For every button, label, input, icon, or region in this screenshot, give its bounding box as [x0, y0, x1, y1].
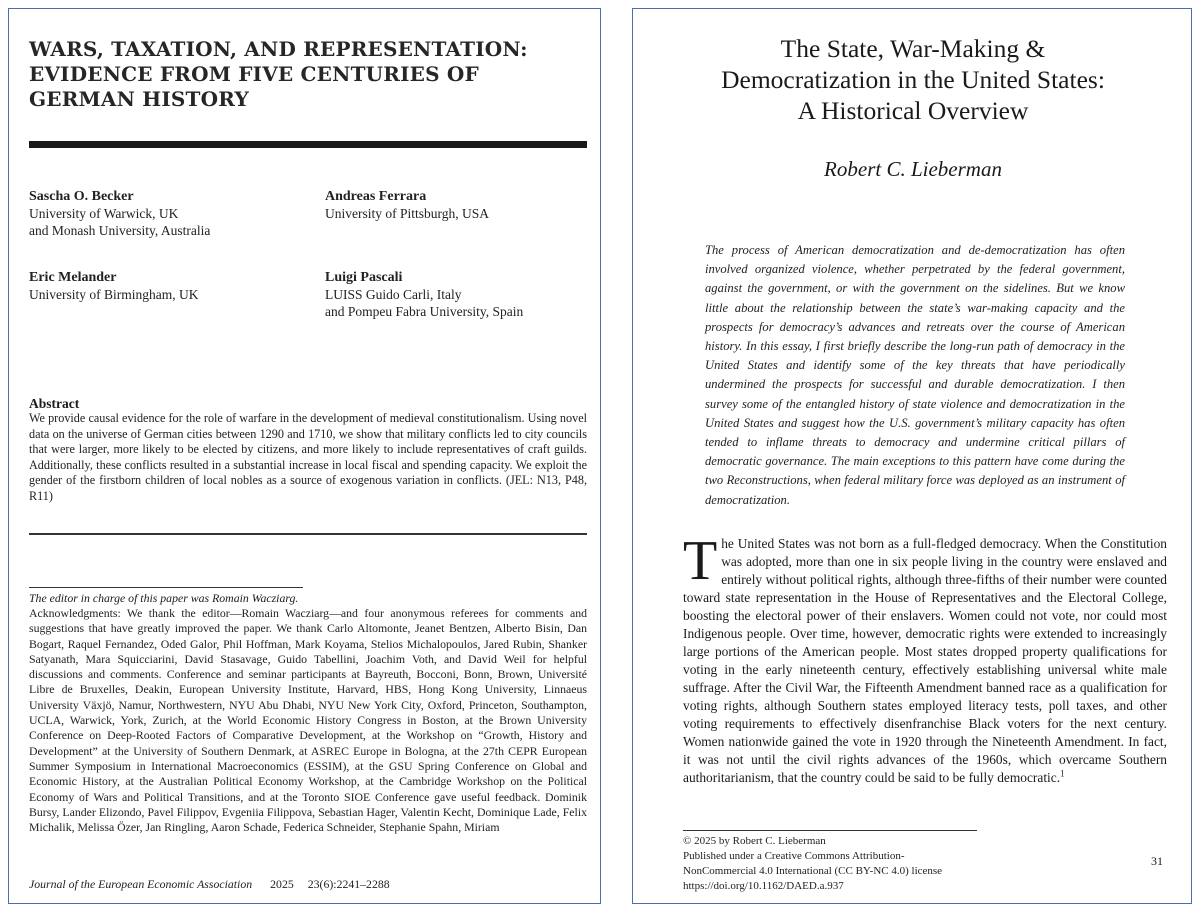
title-line: WARS, TAXATION, AND REPRESENTATION:	[29, 37, 528, 61]
author-name: Eric Melander	[29, 270, 117, 285]
author-affiliation: and Monash University, Australia	[29, 223, 211, 238]
paper2-title	[633, 33, 1192, 126]
title-line: A Historical Overview	[797, 96, 1029, 125]
title-line: The State, War-Making &	[780, 34, 1046, 63]
author-affiliation: University of Warwick, UK	[29, 206, 179, 221]
title-line: Democratization in the United States:	[721, 65, 1105, 94]
abstract-text: We provide causal evidence for the role of warfare in the development of medieval constitutionalism. Using novel data on the universe of German cities between 1290 and 1710, we show that military conflicts led to city councils that were larger, more likely to be elected by citizens, and more likely to include representatives of craft guilds. Additionally, these conflicts resulted in a substantial increase in local fiscal and spending capacity. We exploit the gender of the firstborn children of local nobles as a source of exogenous variation in conflicts. (JEL: N13, P48, R11)	[29, 411, 587, 503]
author-affiliation: University of Birmingham, UK	[29, 287, 199, 302]
author-name: Luigi Pascali	[325, 270, 403, 285]
journal-volume: 23(6):2241–2288	[307, 877, 390, 891]
author-affiliation: LUISS Guido Carli, Italy	[325, 287, 462, 302]
copyright: © 2025 by Robert C. Lieberman	[683, 835, 826, 847]
author-name: Sascha O. Becker	[29, 189, 134, 204]
paper2-abstract: The process of American democratization and de-democratization has often involved organized violence, whether perpetrated by the federal government, against the government, or with the government on the sidelines. But we know little about the relationship between the state’s war-making capacity and the prospects for democracy’s advances and retreats over the course of American history. In this essay, I first briefly describe the long-run path of democracy in the United States and identify some of the key threats that have periodically undermined the prospects for successful and durable democratization. I then survey some of the entangled history of state violence and democratization in the United States and suggest how the U.S. government’s military capacity has often tended to inflame threats to democracy and undermine critical pillars of democratic governance. The main exceptions to this pattern have come during the two Reconstructions, when federal military force was deployed as an instrument of democratization.	[705, 243, 1125, 507]
author-affiliation: and Pompeu Fabra University, Spain	[325, 304, 524, 319]
page-number: 31	[1151, 854, 1163, 868]
paper1-title	[29, 37, 589, 112]
doi-link[interactable]: https://doi.org/10.1162/DAED.a.937	[683, 880, 844, 892]
paper-page-right	[632, 8, 1192, 904]
body-paragraph	[683, 530, 1167, 787]
title-line: GERMAN HISTORY	[29, 87, 249, 111]
abstract-heading: Abstract	[29, 396, 80, 411]
drop-cap: T	[683, 530, 718, 592]
author-name: Andreas Ferrara	[325, 189, 427, 204]
body-text: he United States was not born as a full-fledged democracy. When the Constitution was adopted, more than one in six people living in the country were enslaved and entirely without political rights, although three-fifths of their number were counted toward state representation in the House of Representatives and the Electoral College, boosting the electoral power of their enslavers. Women could not vote, nor could most Indigenous people. Over time, however, democratic rights were extended to increasingly large portions of the American people. Most states dropped property qualifications for voting in the early nineteenth century, effectively establishing universal white male suffrage. After the Civil War, the Fifteenth Amendment banned race as a qualification for voting rights, although Southern states employed literacy tests, poll taxes, and other voting requirements to effectively disenfranchise Black voters for the next century. Women nationwide gained the vote in 1920 through the Nineteenth Amendment. In fact, it was not until the civil rights advances of the 1960s, which overcame Southern authoritarianism, that the country could be said to be fully democratic.	[683, 536, 1167, 785]
author-block	[325, 269, 523, 320]
author-affiliation: University of Pittsburgh, USA	[325, 206, 490, 221]
acknowledgments: Acknowledgments: We thank the editor—Romain Wacziarg—and four anonymous referees for comments and suggestions that have greatly improved the paper. We thank Carlo Altomonte, Jeanet Bentzen, Alberto Bisin, Dan Bogart, Raquel Fernandez, Oded Galor, Phil Hoffman, Mark Koyama, Stelios Michalopoulos, Jared Rubin, Shanker Satyanath, Mara Squicciarini, David Stasavage, Guido Tabellini, Joachim Voth, and David Weil for helpful discussions and comments. Conference and seminar participants at Bayreuth, Bocconi, Bonn, Brown, Université Libre de Bruxelles, Deakin, European University Institute, Harvard, HBS, Hong Kong University, Linnaeus University Växjö, Namur, Northwestern, NYU Abu Dhabi, NYU New York City, Oxford, Princeton, Southampton, UCLA, Warwick, York, Zurich, at the World Economic History Congress in Boston, at the Brown University Conference on Deep-Rooted Factors of Comparative Development, at the Workshop on “Growth, History and Development” at the University of Southern Denmark, at ASREC Europe in Bologna, at the 27th CEPR European Summer Symposium in International Macroeconomics (ESSIM), at the GSU Spring Conference on Global and Economic History, at the Australian Political Economy Workshop, at the Cambridge Workshop on the Political Economy of Wars and Political Transitions, and at the Toronto SIOE Conference gave useful feedback. Dominik Bursy, Lander Elizondo, Pavel Filippov, Evgeniia Filippova, Sebastian Hager, Valentin Kecht, Dominique Lade, Felix Michalik, Melissa Özer, Jan Ringling, Aaron Schade, Federica Schneider, Stephanie Spahn, Miriam	[29, 606, 587, 835]
title-line: EVIDENCE FROM FIVE CENTURIES OF	[29, 62, 479, 86]
footer-rule	[683, 830, 977, 831]
title-rule	[29, 141, 587, 148]
author-block	[325, 188, 489, 222]
abstract-rule	[29, 533, 587, 535]
author-block	[29, 188, 210, 239]
paper-page-left	[8, 8, 601, 904]
copyright-footer	[683, 834, 942, 894]
footnote-rule	[29, 587, 303, 588]
editor-note: The editor in charge of this paper was Romain Wacziarg.	[29, 591, 299, 605]
journal-citation	[29, 877, 390, 892]
license-line: NonCommercial 4.0 International (CC BY-NC 4.0) license	[683, 865, 943, 877]
author-block	[29, 269, 198, 303]
paper2-author: Robert C. Lieberman	[824, 157, 1002, 181]
footnote-marker: 1	[1060, 768, 1065, 779]
license-line: Published under a Creative Commons Attribution-	[683, 850, 905, 862]
journal-year: 2025	[270, 877, 294, 891]
journal-name: Journal of the European Economic Association	[29, 877, 253, 891]
